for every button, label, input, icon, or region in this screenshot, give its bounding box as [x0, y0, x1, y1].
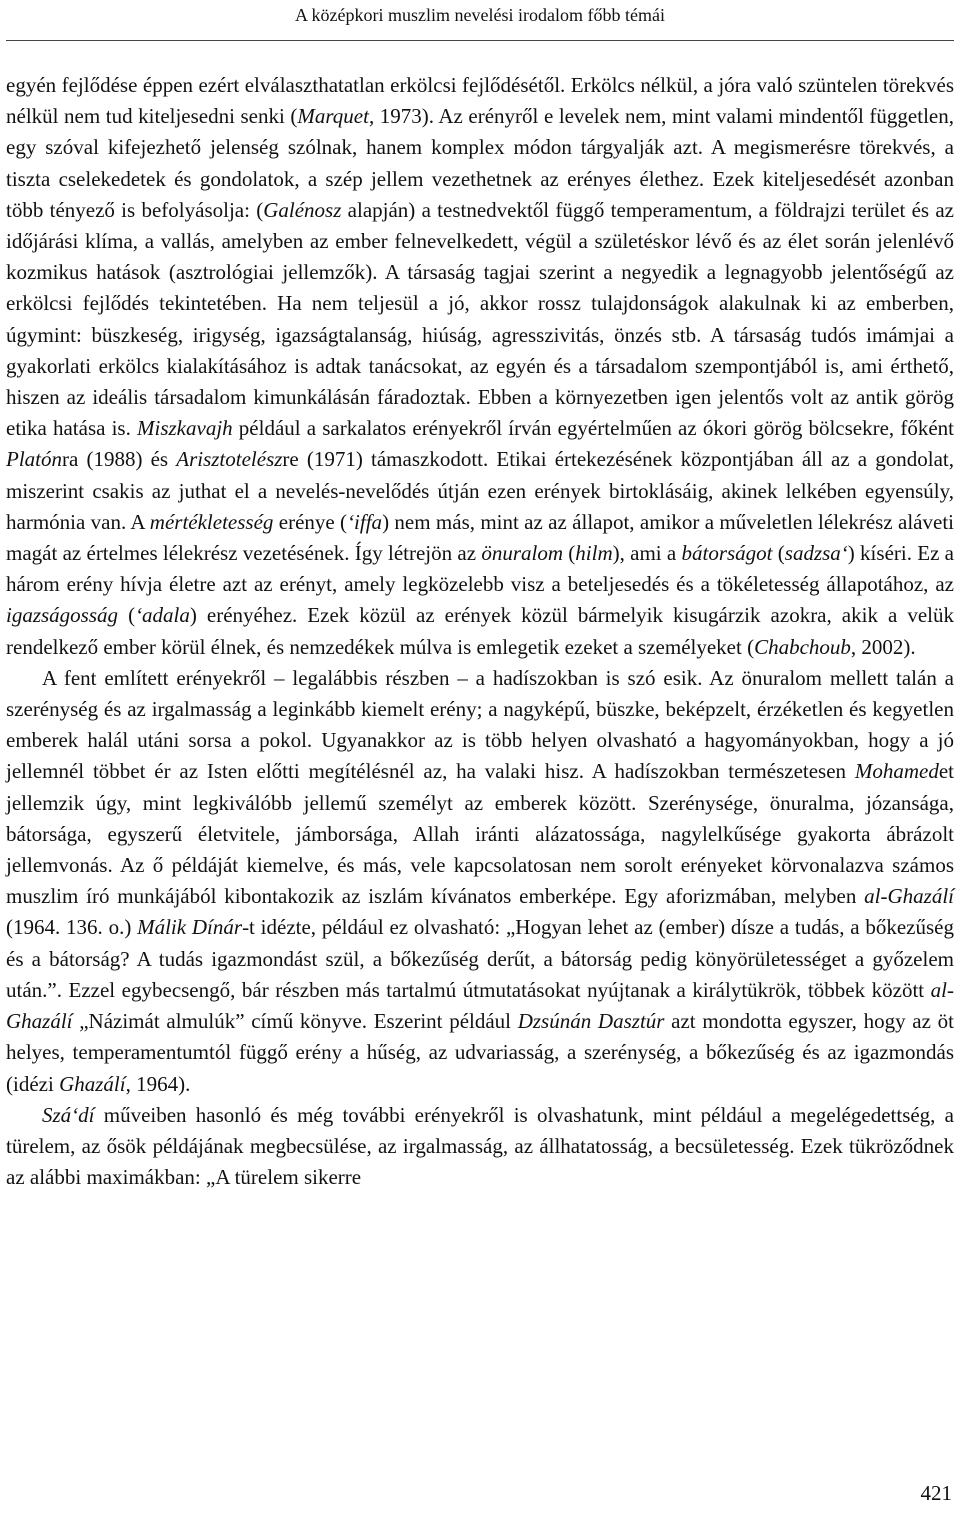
running-header: A középkori muszlim nevelési irodalom főbb témái [295, 5, 665, 25]
italic-term: Mohamed [854, 759, 939, 784]
text-run: et jellemzik úgy, mint legkiválóbb jellemű személyt az emberek között. Szerénysége, önuralma, józansága, bátorsága, egyszerű életvitele, jámborsága, Allah iránti alázatossága, nagylelkűsége gyakorta ábrázolt jellemvonás. Az ő példáját kiemelve, és más, vele kapcsolatosan nem sorolt erényeket körvonalazva számos muszlim író munkájából kibontakozik az iszlám kívánatos emberképe. Egy aforizmában, melyben [6, 759, 954, 909]
text-run: „Názimát almulúk” című könyve. Eszerint például [72, 1009, 518, 1034]
text-run: azt mondotta egyszer, hogy az öt helyes, temperamentumtól függő erény a hűség, az udvariasság, a szerénység, a bőkezűség és az igazmondás (idézi [6, 1009, 954, 1096]
text-run: ( [563, 541, 576, 566]
text-run: re (1971) támaszkodott. Etikai értekezésének központjában áll az a gondolat, miszerint csakis az juthat el a nevelés-nevelődés útján ezen erények birtoklásáig, akinek lelkében egyensúly, harmónia van. A [6, 447, 955, 534]
italic-term: al-Ghazálí [6, 977, 954, 1034]
italic-term: sadzsa‘ [784, 541, 848, 566]
header-divider [6, 40, 954, 41]
italic-term: igazságosság [6, 603, 119, 628]
text-run: erénye ( [273, 509, 348, 534]
italic-term: bátorságot [681, 541, 773, 566]
italic-term: Szá‘dí [42, 1102, 95, 1127]
italic-term: mértékletesség [149, 509, 274, 534]
italic-term: Miszkavajh [137, 416, 233, 441]
page-number: 421 [920, 1481, 952, 1505]
italic-term: ‘adala [135, 603, 190, 628]
paragraph-1 [6, 70, 954, 663]
italic-term: al-Ghazálí [864, 884, 954, 909]
text-run: (1964. 136. o.) [6, 915, 138, 940]
italic-term: önuralom [481, 541, 564, 566]
text-run: ( [772, 541, 785, 566]
text-run: -t idézte, például ez olvasható: „Hogyan lehet az (ember) dísze a tudás, a bőkezűség és a bátorság? A tudás igazmondást szül, a bőkezűség derűt, a bátorság pedig könyörületességet a győzelem után.”. Ezzel egybecsengő, bár részben más tartalmú útmutatásokat nyújtanak a királytükrök, többek között [6, 915, 954, 1002]
text-run: ra (1988) és [62, 447, 177, 472]
text-run: ) erényéhez. Ezek közül az erények közül bármelyik kisugárzik azokra, akik a velük rendelkező ember körül élnek, és nemzedékek múlva is emlegetik ezeket a személyeket ( [6, 603, 954, 659]
text-run: ) kíséri. Ez a három erény hívja életre azt az erényt, amely legközelebb visz a beteljesedés és a tökéletesség állapotához, az [6, 541, 954, 597]
paragraph-2 [6, 663, 954, 1100]
text-run: műveiben hasonló és még további erényekről is olvashatunk, mint például a megelégedettség, a türelem, az ősök példájának megbecsülése, az irgalmasság, az állhatatosság, a becsületesség. Ezek tükröződnek az alábbi maximákban: „A türelem sikerre [6, 1102, 954, 1190]
italic-term: Chabchoub [754, 634, 851, 659]
italic-term: Dzsúnán Dasztúr [517, 1009, 665, 1034]
text-run: alapján) a testnedvektől függő temperamentum, a földrajzi terület és az időjárási klíma, a vallás, amelyben az ember felnevelkedett, végül a születéskor lévő és az élet során jelenlévő kozmikus hatások (asztrológiai jellemzők). A társaság tagjai szerint a negyedik a legnagyobb jelentőségű az erkölcsi fejlődés tekintetében. Ha nem teljesül a jó, akkor rossz tulajdonságok alakulnak ki az emberben, úgymint: büszkeség, irigység, igazságtalanság, hiúság, agresszivitás, önzés stb. A társaság tudós imámjai a gyakorlati erkölcs kialakításához is adtak tanácsokat, az egyén és a társadalom szempontjából is, ami érthető, hiszen az ideális társadalom kimunkálásán fáradoztak. Ebben a környezetben igen jelentős volt az antik görög etika hatása is. [6, 197, 954, 441]
italic-term: Arisztotelész [176, 447, 283, 472]
italic-term: Málik Dínár [137, 915, 243, 940]
italic-term: Ghazálí [59, 1071, 126, 1096]
text-run: ) nem más, mint az az állapot, amikor a műveletlen lélekrész aláveti magát az értelmes lélekrész vezetésének. Így létrejön az [6, 509, 954, 566]
italic-term: ‘iffa [347, 509, 383, 534]
text-run: egyén fejlődése éppen ezért elválaszthatatlan erkölcsi fejlődésétől. Erkölcs nélkül, a jóra való szüntelen törekvés nélkül nem tud kiteljesedni senki ( [6, 73, 954, 129]
italic-term: hilm [575, 541, 613, 566]
italic-term: Marquet [297, 104, 369, 129]
text-run: ), ami a [612, 541, 682, 566]
text-run: , 2002). [850, 634, 916, 659]
body-text [6, 70, 954, 1193]
text-run: , 1973). Az erényről e levelek nem, mint valami mindentől független, egy szóval kifejezhető jelenség szólnak, hanem komplex módon tárgyalják azt. A megismerésre törekvés, a tiszta cselekedetek és gondolatok, a szép jellem vezethetnek az erényes élethez. Ezek kiteljesedését azonban több tényező is befolyásolja: ( [6, 104, 954, 222]
paragraph-3 [6, 1100, 954, 1194]
text-run: A fent említett erényekről – legalábbis részben – a hadíszokban is szó esik. Az önuralom mellett talán a szerénység és az irgalmasság a leginkább kiemelt erény; a nagyképű, büszke, beképzelt, érzéketlen és kegyetlen emberek halál utáni sorsa a pokol. Ugyanakkor az is több helyen olvasható a hagyományokban, hogy a jó jellemnél többet ér az Isten előtti megítélésnél az, ha valaki hisz. A hadíszokban természetesen [6, 665, 954, 784]
text-run: , 1964). [125, 1071, 191, 1096]
italic-term: Galénosz [263, 197, 342, 222]
text-run: ( [118, 603, 136, 628]
italic-term: Platón [6, 447, 62, 472]
text-run: például a sarkalatos erényekről írván egyértelműen az ókori görög bölcsekre, főként [232, 416, 954, 441]
